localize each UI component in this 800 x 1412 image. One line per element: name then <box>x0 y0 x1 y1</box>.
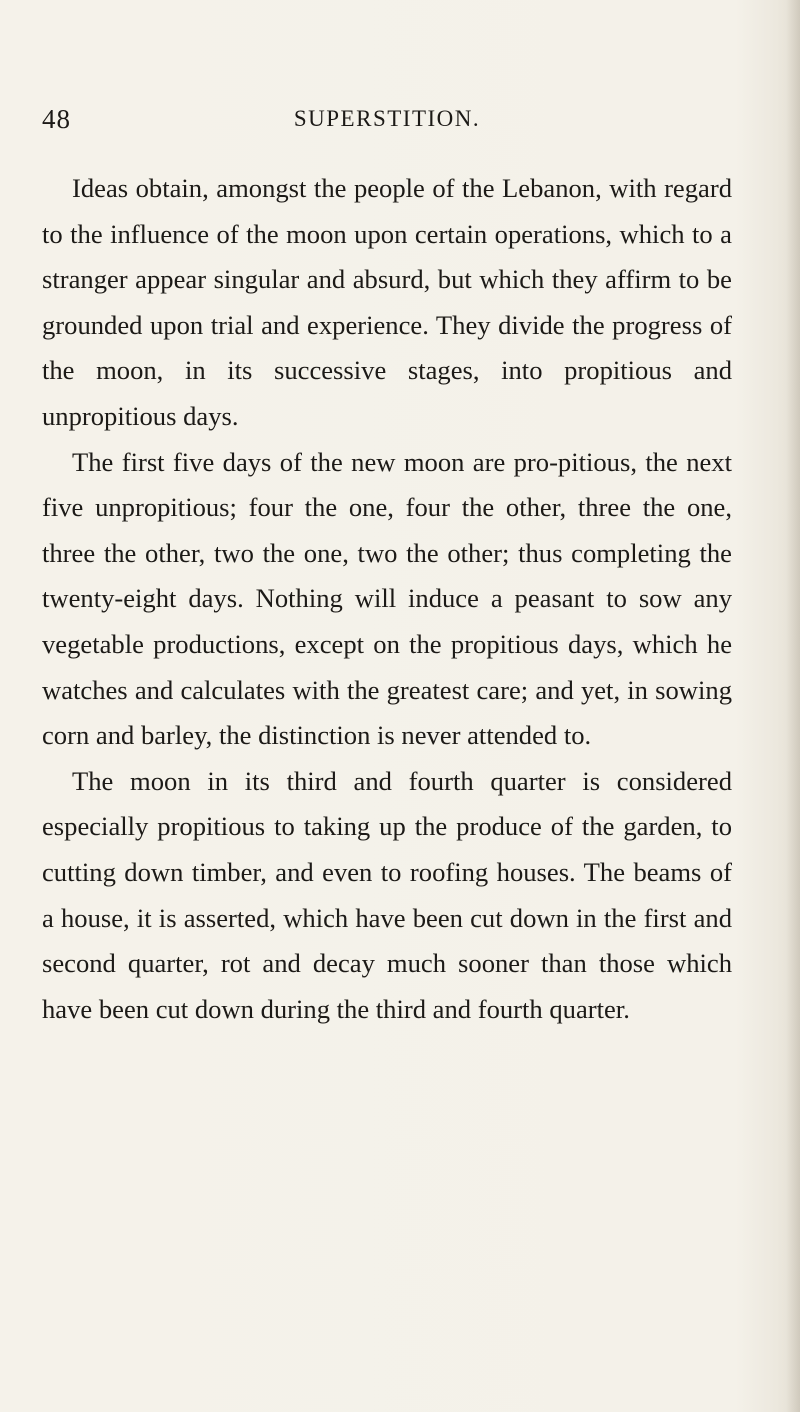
running-title: SUPERSTITION. <box>293 106 481 131</box>
paragraph-3: The moon in its third and fourth quarter is considered especially propitious to taking up the produce of the garden, to cutting down timber, and even to roofing houses. The beams of a house, it is asserted, which have been cut down in the first and second quarter, rot and decay much sooner than those which have been cut down during the third and fourth quarter. <box>42 765 732 1024</box>
page-number: 48 <box>42 104 71 134</box>
paragraph-1: Ideas obtain, amongst the people of the Lebanon, with regard to the influence of the moon upon certain operations, which to a stranger appear singular and absurd, but which they affirm to be grounded upon trial and experience. They divide the progress of the moon, in its successive stages, into propitious and unpropitious days. <box>42 173 732 431</box>
paragraph-2: The first five days of the new moon are pro-pitious, the next five unpropitious; four the one, four the other, three the one, three the other, two the one, two the other; thus completing the twenty-eight days. Nothing will induce a peasant to sow any vegetable productions, except on the propitious days, which he watches and calculates with the greatest care; and yet, in sowing corn and barley, the distinction is never attended to. <box>42 446 732 751</box>
page-header <box>42 104 732 144</box>
page-edge-shadow <box>786 0 800 1412</box>
body-text <box>42 166 732 1032</box>
